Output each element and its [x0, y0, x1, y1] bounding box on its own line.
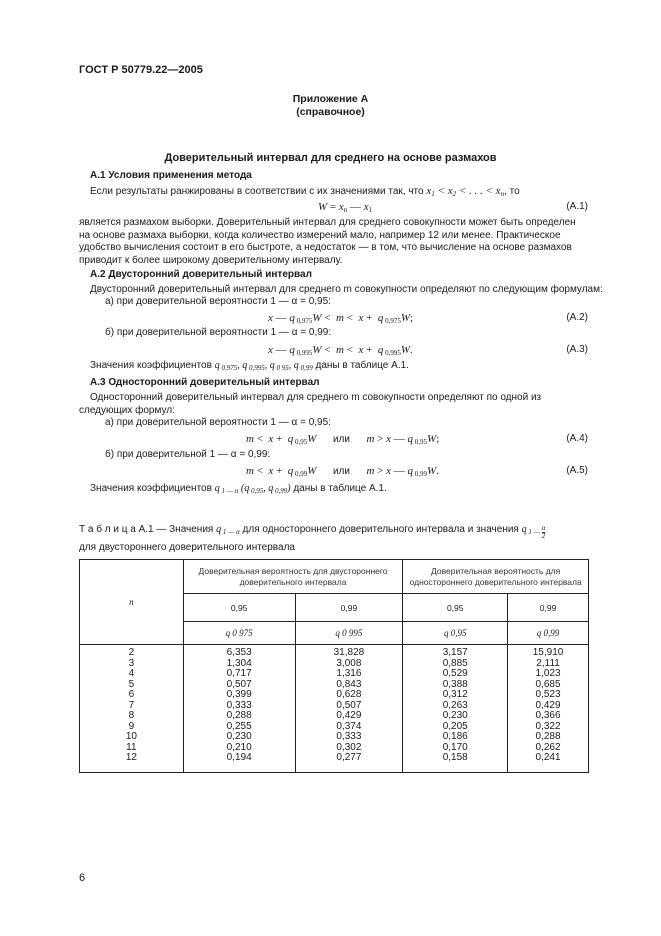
coefficients-table — [79, 559, 589, 773]
table-cell: 0,288 — [535, 731, 561, 742]
table-cell: 0,685 — [535, 678, 561, 690]
rank-inequality: $x_1 < x_2$ < . . . < $x_n$ — [426, 185, 505, 198]
prob-label: 0,99 — [508, 594, 589, 622]
table-cell: 0,885 — [442, 657, 468, 669]
table-cell: 0,210 — [226, 741, 252, 753]
a3-case-a: а) при доверительной вероятности 1 — α = 0,95: — [105, 417, 331, 428]
a3-coef-note: Значения коэффициентов q $_{1 — \alpha}$ (q $_{0,95}$, q $_{0,99}$) даны в таблице А.1. — [90, 483, 387, 495]
one-sided-header: Доверительная вероятность для одностороннего доверительного интервала — [403, 560, 589, 594]
appendix-title: Приложение А — [292, 93, 369, 105]
table-cell: 10 — [125, 731, 137, 742]
table-cell: 0,717 — [226, 668, 252, 679]
table-caption-mid: для одностороннего доверительного интервала и значения — [242, 524, 519, 535]
section-a1-heading: А.1 Условия применения метода — [90, 170, 252, 181]
formula-a2: x — q $_{0,975}$W < m < x + q $_{0,975}$W; — [268, 312, 414, 325]
table-cell: 0,628 — [336, 689, 362, 700]
two-sided-header: Доверительная вероятность для двустороннего доверительного интервала — [183, 560, 403, 594]
table-cell: 6,353 — [226, 647, 252, 658]
q-label: q 0 995 — [295, 622, 403, 645]
table-cell: 0,262 — [535, 741, 561, 753]
table-cell: 3,157 — [442, 647, 468, 658]
formula-a5: m < x + q $_{0,99}$W или m > x — q $_{0,99}$W. — [246, 465, 439, 478]
table-cell: 0,388 — [442, 678, 468, 690]
a1-paragraph: является размахом выборки. Доверительный интервал для среднего совокупности может быть определен на основе размаха выборки, когда количество измерений мало, например 12 или менее. Практическое удобство вычисления состоит в его быстроте, а недостаток — в том, что вычисление на основе размахов приводит к более широкому доверительному интервалу. — [79, 217, 576, 266]
table-cell: 5 — [128, 678, 135, 690]
table-cell: 0,333 — [226, 699, 252, 711]
section-a2-heading: А.2 Двусторонний доверительный интервал — [90, 269, 312, 280]
formula-a4: m < x + q $_{0,95}$W или m > x — q $_{0,95}$W; — [246, 433, 440, 446]
a1-intro-end: , то — [504, 186, 520, 197]
table-cell: 4 — [128, 668, 135, 679]
table-cell: 0,312 — [442, 689, 468, 700]
table-cell: 3 — [128, 657, 135, 669]
a1-intro-text: Если результаты ранжированы в соответствии с их значениями так, что — [90, 186, 424, 197]
prob-label: 0,95 — [183, 594, 295, 622]
table-cell: 0,529 — [442, 668, 468, 679]
a3-intro: Односторонний доверительный интервал для среднего m совокупности определяют по одной из следующих формул: — [79, 392, 542, 416]
q0975-column — [183, 645, 295, 773]
table-cell: 1,316 — [336, 668, 362, 679]
table-cell: 0,277 — [336, 752, 362, 763]
table-cell: 0,366 — [535, 710, 561, 721]
table-cell: 9 — [128, 720, 135, 732]
table-cell: 0,843 — [336, 678, 362, 690]
a2-case-b: б) при доверительной вероятности 1 — α = 0,99: — [105, 327, 332, 338]
table-cell: 0,230 — [442, 710, 468, 721]
table-cell: 0,507 — [336, 699, 362, 711]
formula-a1-tag: (А.1) — [566, 201, 588, 212]
appendix-subtitle: (справочное) — [296, 106, 365, 118]
table-cell: 0,374 — [336, 720, 362, 732]
page-number: 6 — [79, 872, 86, 884]
table-cell: 11 — [126, 741, 137, 753]
table-cell: 0,333 — [336, 731, 362, 742]
table-cell: 0,507 — [226, 678, 252, 690]
prob-label: 0,99 — [295, 594, 403, 622]
formula-a3-tag: (А.3) — [566, 344, 588, 355]
table-cell: 0,322 — [535, 720, 561, 732]
table-cell: 15,910 — [532, 647, 564, 658]
table-caption-text: А.1 — Значения — [138, 524, 214, 535]
table-cell: 0,429 — [336, 710, 362, 721]
section-a3-heading: А.3 Односторонний доверительный интервал — [90, 377, 320, 388]
table-cell: 0,429 — [535, 699, 561, 711]
table-cell: 0,288 — [226, 710, 252, 721]
formula-a1: $W = x_n$ — $x_1$ — [318, 201, 373, 214]
formula-a4-tag: (А.4) — [566, 433, 588, 444]
table-cell: 0,170 — [442, 741, 468, 753]
main-title: Доверительный интервал для среднего на основе размахов — [164, 152, 497, 164]
table-caption-label: Т а б л и ц а — [79, 524, 136, 535]
table-cell: 2 — [128, 647, 135, 658]
table-cell: 0,230 — [226, 731, 252, 742]
q099-column — [508, 645, 589, 773]
table-cell: 0,263 — [442, 699, 468, 711]
a2-case-a: а) при доверительной вероятности 1 — α = 0,95: — [105, 296, 331, 307]
q095-column — [403, 645, 508, 773]
prob-label: 0,95 — [403, 594, 508, 622]
a2-coef-note: Значения коэффициентов q $_{0,975}$, q $_{0,995}$, q $_{0 95}$, q $_{0,99}$ даны в таблице А.1. — [90, 360, 409, 372]
n-column — [80, 645, 184, 773]
table-cell: 0,205 — [442, 720, 468, 732]
q0995-column — [295, 645, 403, 773]
formula-a5-tag: (А.5) — [566, 465, 588, 476]
table-cell: 1,023 — [535, 668, 561, 679]
formula-a2-tag: (А.2) — [566, 312, 588, 323]
table-cell: 0,523 — [535, 689, 561, 700]
table-cell: 0,158 — [442, 752, 468, 763]
q-label: q 0 975 — [183, 622, 295, 645]
formula-a3: x — q $_{0,995}$W < m < x + q $_{0,995}$W. — [268, 344, 413, 357]
table-cell: 6 — [128, 689, 135, 700]
q-label: q 0,95 — [403, 622, 508, 645]
table-cell: 0,241 — [535, 752, 561, 763]
table-cell: 12 — [125, 752, 137, 763]
table-cell: 0,399 — [226, 689, 252, 700]
table-cell: 8 — [128, 710, 135, 721]
table-caption: Т а б л и ц а А.1 — Значения q $_{1 — \alpha}$ для одностороннего доверительного интервала и значения q $_{1 —}$ $\frac{\alpha}{2}$ — [79, 524, 546, 540]
table-cell: 0,302 — [336, 741, 362, 753]
table-cell: 2,111 — [536, 657, 560, 669]
a1-intro — [90, 185, 520, 198]
q-label: q 0,99 — [508, 622, 589, 645]
table-cell: 7 — [128, 699, 135, 711]
a3-case-b: б) при доверительной 1 — α = 0,99: — [105, 449, 271, 460]
table-cell: 0,255 — [226, 720, 252, 732]
document-code: ГОСТ Р 50779.22—2005 — [79, 64, 203, 76]
table-cell: 0,186 — [442, 731, 468, 742]
a2-intro: Двусторонний доверительный интервал для среднего m совокупности определяют по следующим формулам: — [90, 284, 603, 295]
table-cell: 1,304 — [226, 657, 252, 669]
table-cell: 3,008 — [336, 657, 362, 669]
table-caption-end: для двустороннего доверительного интервала — [79, 542, 295, 553]
table-cell: 31,828 — [333, 647, 365, 658]
table-cell: 0,194 — [226, 752, 252, 763]
n-header: n — [80, 560, 184, 645]
